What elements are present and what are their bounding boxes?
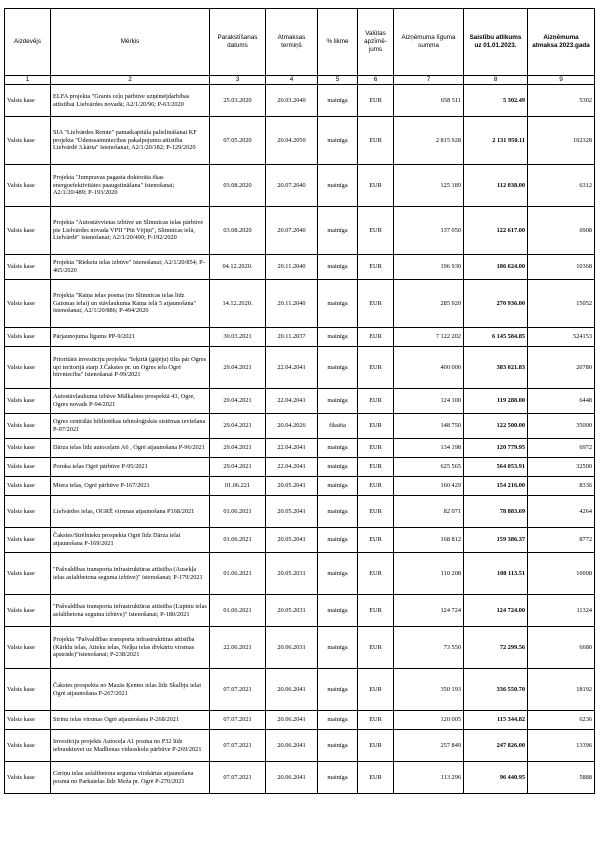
- amount-cell: 658 511: [394, 85, 464, 117]
- signed-date-cell: 07.05.2020: [210, 117, 266, 165]
- term-cell: 20.11.2037: [266, 328, 318, 347]
- repayment-cell: 35000: [528, 414, 595, 439]
- currency-cell: EUR: [358, 255, 394, 280]
- repayment-cell: 8772: [528, 528, 595, 553]
- header-loan-amount: Aizņēmuma līguma summa: [394, 9, 464, 76]
- purpose-cell: Miera ielas, Ogrē pārbūve P-167/2021: [51, 477, 210, 496]
- amount-cell: 7 122 202: [394, 328, 464, 347]
- amount-cell: 160 429: [394, 477, 464, 496]
- table-row: [5, 762, 595, 794]
- purpose-cell: Projekta "Autostāvvietas izbūve un Slimnīcas ielas pārbūve pie Lielvārdes novada VPII "Pūt Vējiņi", Slimnīcas ielā, Lielvārdē" īstenošanai; A2/1/20/490; P-192/2020: [51, 207, 210, 255]
- lender-cell: Valsts kase: [5, 207, 51, 255]
- amount-cell: 113 296: [394, 762, 464, 794]
- term-cell: 20.05.2031: [266, 595, 318, 627]
- currency-cell: EUR: [358, 595, 394, 627]
- header-repayment-2023: Aizņēmuma atmaksa 2023.gada: [528, 9, 595, 76]
- column-number: 1: [5, 76, 51, 85]
- term-cell: 20.05.2041: [266, 496, 318, 528]
- column-number: 4: [266, 76, 318, 85]
- balance-cell: 6 145 584.85: [464, 328, 528, 347]
- rate-cell: fiksēta: [318, 414, 358, 439]
- amount-cell: 350 193: [394, 669, 464, 711]
- term-cell: 22.04.2041: [266, 458, 318, 477]
- term-cell: 20.07.2040: [266, 165, 318, 207]
- table-row: [5, 627, 595, 669]
- term-cell: 20.06.2041: [266, 730, 318, 762]
- column-number: 6: [358, 76, 394, 85]
- currency-cell: EUR: [358, 762, 394, 794]
- table-row: [5, 207, 595, 255]
- signed-date-cell: 14.12.2020.: [210, 280, 266, 328]
- purpose-cell: Projekta "Jumpravas pagasta doktorāta ēkas energoefektivitātes paaugstināšana" īstenošanai; A2/1/20/489; P-193/2020: [51, 165, 210, 207]
- term-cell: 20.05.2041: [266, 528, 318, 553]
- table-row: [5, 711, 595, 730]
- lender-cell: Valsts kase: [5, 439, 51, 458]
- header-currency: Valūtas apzīmē-jums: [358, 9, 394, 76]
- signed-date-cell: 30.03.2021: [210, 328, 266, 347]
- repayment-cell: 11324: [528, 595, 595, 627]
- signed-date-cell: 07.07.2021: [210, 762, 266, 794]
- balance-cell: 78 883.69: [464, 496, 528, 528]
- currency-cell: EUR: [358, 711, 394, 730]
- amount-cell: 257 849: [394, 730, 464, 762]
- amount-cell: 120 005: [394, 711, 464, 730]
- table-row: [5, 347, 595, 389]
- signed-date-cell: 29.04.2021: [210, 439, 266, 458]
- term-cell: 22.04.2041: [266, 347, 318, 389]
- table-row: [5, 458, 595, 477]
- table-row: [5, 328, 595, 347]
- rate-cell: mainīga: [318, 496, 358, 528]
- purpose-cell: Dārza ielas līdz autoceļam A6 , Ogrē atjaunošana P-96/2021: [51, 439, 210, 458]
- amount-cell: 73 550: [394, 627, 464, 669]
- lender-cell: Valsts kase: [5, 255, 51, 280]
- rate-cell: mainīga: [318, 669, 358, 711]
- rate-cell: mainīga: [318, 347, 358, 389]
- currency-cell: EUR: [358, 669, 394, 711]
- table-row: [5, 439, 595, 458]
- balance-cell: 2 131 950.11: [464, 117, 528, 165]
- header-row: [5, 9, 595, 76]
- table-row: [5, 496, 595, 528]
- balance-cell: 112 038.00: [464, 165, 528, 207]
- column-number-row: [5, 76, 595, 85]
- purpose-cell: SIA "Lielvārdes Remte" pamatkapitāla palielināšanai KF projekta "Ūdenssaimniecības pakalpojumu attīstība Lielvārdē 3.kārta" īstenošanai; A2/1/20/182; P-129/2020: [51, 117, 210, 165]
- balance-cell: 270 936.00: [464, 280, 528, 328]
- rate-cell: mainīga: [318, 595, 358, 627]
- signed-date-cell: 29.04.2021: [210, 347, 266, 389]
- rate-cell: mainīga: [318, 528, 358, 553]
- balance-cell: 564 053.91: [464, 458, 528, 477]
- rate-cell: mainīga: [318, 553, 358, 595]
- table-row: [5, 595, 595, 627]
- signed-date-cell: 29.04.2021: [210, 458, 266, 477]
- lender-cell: Valsts kase: [5, 553, 51, 595]
- table-row: [5, 528, 595, 553]
- repayment-cell: 6680: [528, 627, 595, 669]
- repayment-cell: 6312: [528, 165, 595, 207]
- balance-cell: 124 724.00: [464, 595, 528, 627]
- lender-cell: Valsts kase: [5, 328, 51, 347]
- rate-cell: mainīga: [318, 477, 358, 496]
- term-cell: 20.05.2041: [266, 477, 318, 496]
- term-cell: 20.06.2041: [266, 669, 318, 711]
- currency-cell: EUR: [358, 85, 394, 117]
- currency-cell: EUR: [358, 117, 394, 165]
- currency-cell: EUR: [358, 347, 394, 389]
- currency-cell: EUR: [358, 165, 394, 207]
- lender-cell: Valsts kase: [5, 347, 51, 389]
- amount-cell: 124 100: [394, 389, 464, 414]
- amount-cell: 196 930: [394, 255, 464, 280]
- amount-cell: 125 189: [394, 165, 464, 207]
- amount-cell: 82 071: [394, 496, 464, 528]
- purpose-cell: Čakstes prospekta no Mazās Ķentes ielas līdz Skalbju ielai Ogrē atjaunošana P-267/2021: [51, 669, 210, 711]
- rate-cell: mainīga: [318, 730, 358, 762]
- signed-date-cell: 03.08.2020: [210, 207, 266, 255]
- header-lender: Aizdevējs: [5, 9, 51, 76]
- lender-cell: Valsts kase: [5, 730, 51, 762]
- purpose-cell: Investīciju projekts Autoceļa A1 posma no P32 līdz iebrauktuvei uz Madlienas vidusskolu pārbūve P-269/2021: [51, 730, 210, 762]
- currency-cell: EUR: [358, 627, 394, 669]
- term-cell: 22.04.2041: [266, 389, 318, 414]
- column-number: 7: [394, 76, 464, 85]
- lender-cell: Valsts kase: [5, 85, 51, 117]
- repayment-cell: 10368: [528, 255, 595, 280]
- lender-cell: Valsts kase: [5, 280, 51, 328]
- repayment-cell: 13396: [528, 730, 595, 762]
- term-cell: 20.11.2040: [266, 255, 318, 280]
- amount-cell: 124 724: [394, 595, 464, 627]
- signed-date-cell: 22.06.2021: [210, 627, 266, 669]
- balance-cell: 383 021.83: [464, 347, 528, 389]
- signed-date-cell: 01.06.221: [210, 477, 266, 496]
- rate-cell: mainīga: [318, 85, 358, 117]
- purpose-cell: Prioritārā investīciju projekta "Ieķirtā (gājēju) tilta pār Ogres upi teritorijā starp J.Čakstes pr. un Ogres ielu Ogrē būvniecība" īstenošanai P-99/2021: [51, 347, 210, 389]
- table-row: [5, 414, 595, 439]
- rate-cell: mainīga: [318, 165, 358, 207]
- currency-cell: EUR: [358, 439, 394, 458]
- balance-cell: 159 386.37: [464, 528, 528, 553]
- rate-cell: mainīga: [318, 762, 358, 794]
- repayment-cell: 524153: [528, 328, 595, 347]
- signed-date-cell: 29.04.2021: [210, 414, 266, 439]
- rate-cell: mainīga: [318, 711, 358, 730]
- purpose-cell: ELFA projekta "Grants ceļu pārbūve uzņēmējdarbības attīstībai Lielvārdes novadā; A2/1/20/96; P-63/2020: [51, 85, 210, 117]
- rate-cell: mainīga: [318, 255, 358, 280]
- rate-cell: mainīga: [318, 117, 358, 165]
- currency-cell: EUR: [358, 280, 394, 328]
- term-cell: 20.04.2050: [266, 117, 318, 165]
- repayment-cell: 6972: [528, 439, 595, 458]
- rate-cell: mainīga: [318, 280, 358, 328]
- balance-cell: 336 550.70: [464, 669, 528, 711]
- lender-cell: Valsts kase: [5, 117, 51, 165]
- term-cell: 22.04.2041: [266, 439, 318, 458]
- purpose-cell: Lielvārdes ielas, OGRĒ virsmas atjaunošana P168/2021: [51, 496, 210, 528]
- lender-cell: Valsts kase: [5, 496, 51, 528]
- column-number: 3: [210, 76, 266, 85]
- purpose-cell: Projekta "Raiņa ielas posma (no Slimnīcas ielas līdz Gaismas ielai) un stāvlaukuma Raiņa ielā 5 atjaunošana" īstenošanai; A2/1/20/886; P-494/2020: [51, 280, 210, 328]
- term-cell: 20.05.2031: [266, 553, 318, 595]
- amount-cell: 2 815 928: [394, 117, 464, 165]
- amount-cell: 137 050: [394, 207, 464, 255]
- repayment-cell: 6236: [528, 711, 595, 730]
- rate-cell: mainīga: [318, 439, 358, 458]
- lender-cell: Valsts kase: [5, 165, 51, 207]
- amount-cell: 148 750: [394, 414, 464, 439]
- table-row: [5, 255, 595, 280]
- currency-cell: EUR: [358, 389, 394, 414]
- rate-cell: mainīga: [318, 458, 358, 477]
- currency-cell: EUR: [358, 458, 394, 477]
- currency-cell: EUR: [358, 553, 394, 595]
- amount-cell: 400 000: [394, 347, 464, 389]
- column-number: 2: [51, 76, 210, 85]
- balance-cell: 122 500.00: [464, 414, 528, 439]
- lender-cell: Valsts kase: [5, 458, 51, 477]
- repayment-cell: 20780: [528, 347, 595, 389]
- balance-cell: 122 617.00: [464, 207, 528, 255]
- amount-cell: 285 920: [394, 280, 464, 328]
- lender-cell: Valsts kase: [5, 389, 51, 414]
- term-cell: 20.04.2026: [266, 414, 318, 439]
- term-cell: 20.06.2031: [266, 627, 318, 669]
- balance-cell: 186 624.00: [464, 255, 528, 280]
- balance-cell: 154 216.00: [464, 477, 528, 496]
- signed-date-cell: 29.04.2021: [210, 389, 266, 414]
- repayment-cell: 4264: [528, 496, 595, 528]
- repayment-cell: 10008: [528, 553, 595, 595]
- signed-date-cell: 01.06.2021: [210, 553, 266, 595]
- currency-cell: EUR: [358, 477, 394, 496]
- lender-cell: Valsts kase: [5, 627, 51, 669]
- signed-date-cell: 01.06.2021: [210, 496, 266, 528]
- term-cell: 20.11.2040: [266, 280, 318, 328]
- purpose-cell: Ceriņu ielas asfaltbetona seguma virskārtas atjaunošana posmā no Parkaielas līdz Meža pr. Ogrē P-270/2021: [51, 762, 210, 794]
- lender-cell: Valsts kase: [5, 762, 51, 794]
- currency-cell: EUR: [358, 207, 394, 255]
- purpose-cell: Strīnu ielas virsmas Ogrē atjaunošana P-268/2021: [51, 711, 210, 730]
- repayment-cell: 15052: [528, 280, 595, 328]
- rate-cell: mainīga: [318, 627, 358, 669]
- signed-date-cell: 01.06.2021: [210, 528, 266, 553]
- term-cell: 20.07.2040: [266, 207, 318, 255]
- currency-cell: EUR: [358, 328, 394, 347]
- purpose-cell: Poruka ielas Ogrē pārbūve P-95/2021: [51, 458, 210, 477]
- header-repayment-term: Atmaksas termiņš: [266, 9, 318, 76]
- purpose-cell: Čakstes/Strēlnieku prospekta Ogrē līdz Dārza ielai atjaunošana P-169/2021: [51, 528, 210, 553]
- amount-cell: 110 208: [394, 553, 464, 595]
- purpose-cell: "Pašvaldības transporta infrastruktūras attīstība (Lupīnu ielas asfaltbetona seguma izbūve)" īstenošanai; P-180/2021: [51, 595, 210, 627]
- column-number: 8: [464, 76, 528, 85]
- lender-cell: Valsts kase: [5, 477, 51, 496]
- signed-date-cell: 03.08.2020: [210, 165, 266, 207]
- repayment-cell: 18192: [528, 669, 595, 711]
- signed-date-cell: 07.07.2021: [210, 711, 266, 730]
- table-row: [5, 553, 595, 595]
- table-row: [5, 85, 595, 117]
- repayment-cell: 5302: [528, 85, 595, 117]
- signed-date-cell: 04.12.2020.: [210, 255, 266, 280]
- purpose-cell: Projekta "Riekstu ielas izbūve" īstenošanai; A2/1/20/854; P-465/2020: [51, 255, 210, 280]
- repayment-cell: 6448: [528, 389, 595, 414]
- repayment-cell: 102328: [528, 117, 595, 165]
- term-cell: 20.06.2041: [266, 711, 318, 730]
- header-rate: % likme: [318, 9, 358, 76]
- table-row: [5, 117, 595, 165]
- table-row: [5, 669, 595, 711]
- amount-cell: 134 198: [394, 439, 464, 458]
- lender-cell: Valsts kase: [5, 595, 51, 627]
- balance-cell: 247 826.00: [464, 730, 528, 762]
- balance-cell: 72 299.56: [464, 627, 528, 669]
- signed-date-cell: 25.03.2020: [210, 85, 266, 117]
- signed-date-cell: 07.07.2021: [210, 669, 266, 711]
- balance-cell: 119 288.00: [464, 389, 528, 414]
- table-row: [5, 165, 595, 207]
- term-cell: 20.06.2041: [266, 762, 318, 794]
- currency-cell: EUR: [358, 414, 394, 439]
- term-cell: 20.03.2040: [266, 85, 318, 117]
- lender-cell: Valsts kase: [5, 414, 51, 439]
- balance-cell: 96 440.95: [464, 762, 528, 794]
- header-purpose: Mērķis: [51, 9, 210, 76]
- loans-table: [4, 8, 595, 794]
- lender-cell: Valsts kase: [5, 528, 51, 553]
- purpose-cell: Pārjaunojuma līgums PP-9/2021: [51, 328, 210, 347]
- rate-cell: mainīga: [318, 207, 358, 255]
- currency-cell: EUR: [358, 528, 394, 553]
- repayment-cell: 8336: [528, 477, 595, 496]
- column-number: 5: [318, 76, 358, 85]
- table-row: [5, 477, 595, 496]
- amount-cell: 168 812: [394, 528, 464, 553]
- table-row: [5, 730, 595, 762]
- balance-cell: 115 344.82: [464, 711, 528, 730]
- repayment-cell: 5888: [528, 762, 595, 794]
- purpose-cell: Projekta "Pašvaldības transporta infrastruktūras attīstība (Kārklu ielas, Atteku ielas, Neļķu ielas divkārtu virsmas apstrāde)"īstenošanai; P-238/2021: [51, 627, 210, 669]
- amount-cell: 625 565: [394, 458, 464, 477]
- table-body: [5, 85, 595, 794]
- balance-cell: 120 779.95: [464, 439, 528, 458]
- header-signed-date: Parakstīšanas datums: [210, 9, 266, 76]
- balance-cell: 5 302.49: [464, 85, 528, 117]
- currency-cell: EUR: [358, 730, 394, 762]
- signed-date-cell: 07.07.2021: [210, 730, 266, 762]
- balance-cell: 108 113.51: [464, 553, 528, 595]
- table-row: [5, 280, 595, 328]
- rate-cell: mainīga: [318, 389, 358, 414]
- lender-cell: Valsts kase: [5, 669, 51, 711]
- purpose-cell: "Pašvaldības transporta infrastruktūras attīstība (Ausekļa ielas asfaltbetona seguma izbūve)" īstenošanai; P-179/2021: [51, 553, 210, 595]
- currency-cell: EUR: [358, 496, 394, 528]
- lender-cell: Valsts kase: [5, 711, 51, 730]
- purpose-cell: Ogres centrālās bibliotēkas tehnoloģiskās sistēmas ieviešana P-97/2021: [51, 414, 210, 439]
- purpose-cell: Autostāvlaukuma izbūve Mālkalnes prospektā 43, Ogre, Ogres novads P-94/2021: [51, 389, 210, 414]
- header-balance: Saistību atlikums uz 01.01.2023.: [464, 9, 528, 76]
- table-row: [5, 389, 595, 414]
- signed-date-cell: 01.06.2021: [210, 595, 266, 627]
- repayment-cell: 32500: [528, 458, 595, 477]
- rate-cell: mainīga: [318, 328, 358, 347]
- repayment-cell: 6908: [528, 207, 595, 255]
- column-number: 9: [528, 76, 595, 85]
